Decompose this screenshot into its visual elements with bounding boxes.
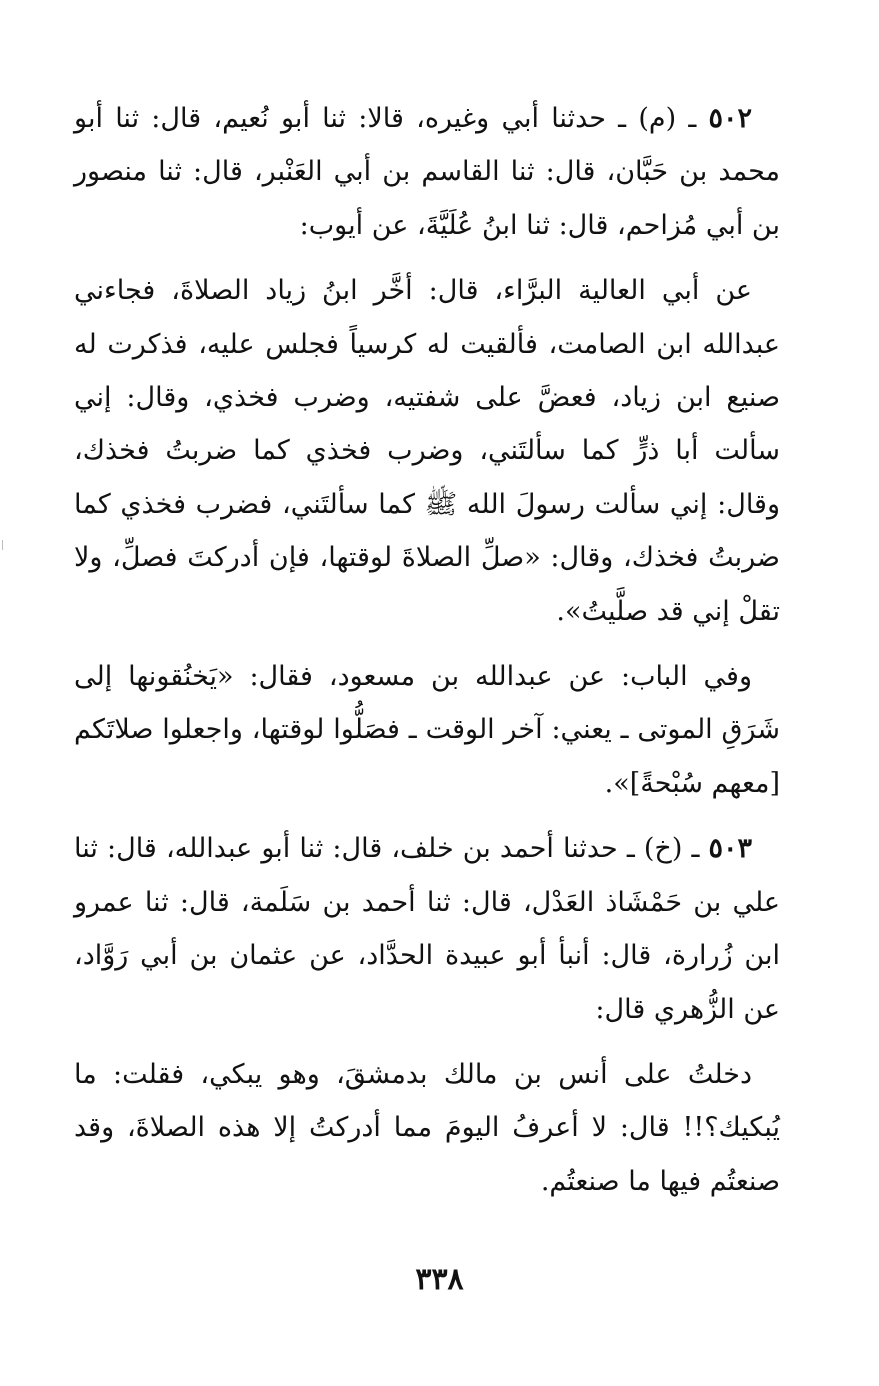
scan-edge-mark (2, 540, 3, 550)
hadith-number: ٥٠٣ (708, 833, 752, 865)
hadith-502-note: وفي الباب: عن عبدالله بن مسعود، فقال: «يَخنُقونها إلى شَرَقِ الموتى ـ يعني: آخر الوقت ـ فصَلُّوا لوقتها، واجعلوا صلاتَكم [معهم سُبْحةً]». (74, 661, 780, 799)
isnad-text: ـ (م) ـ حدثنا أبي وغيره، قالا: ثنا أبو نُعيم، قال: ثنا أبو محمد بن حَبَّان، قال: ثنا القاسم بن أبي العَنْبر، قال: ثنا منصور بن أبي مُزاحم، قال: ثنا ابنُ عُلَيَّةَ، عن أيوب: (74, 103, 780, 241)
hadith-number: ٥٠٢ (708, 103, 752, 134)
hadith-503-isnad (74, 822, 780, 1036)
isnad-text: ـ (خ) ـ حدثنا أحمد بن خلف، قال: ثنا أبو عبدالله، قال: ثنا علي بن حَمْشَاذ العَدْل، قال: ثنا أحمد بن سَلَمة، قال: ثنا عمرو ابن زُرارة، قال: أنبأ أبو عبيدة الحدَّاد، عن عثمان بن أبي رَوَّاد، عن الزُّهري قال: (74, 833, 780, 1025)
hadith-503-matn: دخلتُ على أنس بن مالك بدمشقَ، وهو يبكي، فقلت: ما يُبكيك؟!! قال: لا أعرفُ اليومَ مما أدركتُ إلا هذه الصلاةَ، وقد صنعتُم فيها ما صنعتُم. (74, 1058, 780, 1197)
page-number: ٣٣٨ (415, 1262, 464, 1297)
page-body (74, 92, 780, 1220)
hadith-502-isnad (74, 92, 780, 252)
hadith-502-matn: عن أبي العالية البرَّاء، قال: أخَّر ابنُ زياد الصلاةَ، فجاءني عبدالله ابن الصامت، فألقيت له كرسياً فجلس عليه، فذكرت له صنيع ابن زياد، فعضَّ على شفتيه، وضرب فخذي، وقال: إني سألت أبا ذرٍّ كما سألتَني، وضرب فخذي كما ضربتُ فخذك، وقال: إني سألت رسولَ الله ﷺ كما سألتَني، فضرب فخذي كما ضربتُ فخذك، وقال: «صلِّ الصلاةَ لوقتها، فإن أدركتَ فصلِّ، ولا تقلْ إني قد صلَّيتُ». (74, 275, 780, 627)
